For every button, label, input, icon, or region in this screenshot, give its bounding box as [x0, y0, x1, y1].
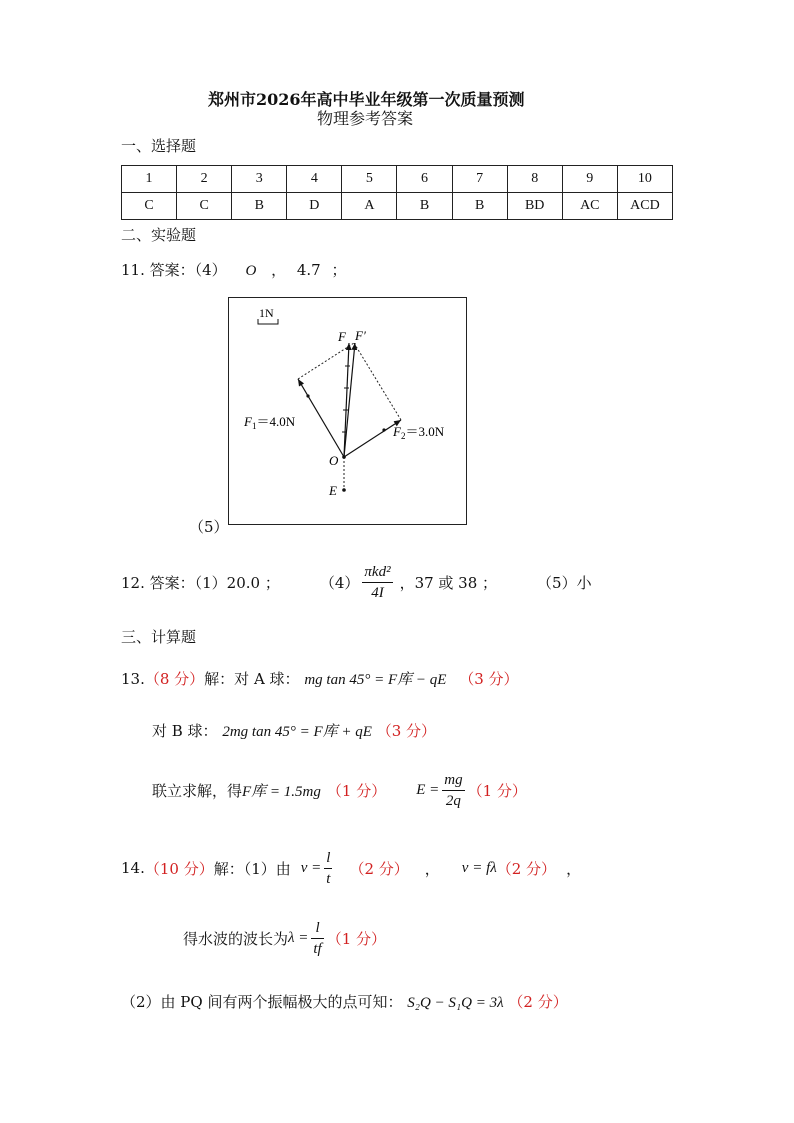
question-number-cell: 3 — [232, 166, 287, 193]
q14-line3-text: （2）由 PQ 间有两个振幅极大的点可知： — [121, 993, 403, 1011]
q14-line3 — [121, 991, 568, 1012]
q13-e-numerator: mg — [442, 770, 464, 791]
q12-part4: （4） — [319, 573, 360, 592]
answer-cell: BD — [507, 193, 562, 220]
q11-prefix: 11. 答案：（4） — [121, 261, 227, 279]
label-f2 — [392, 424, 445, 441]
q13-line2-score: （3 分） — [376, 722, 437, 740]
answer-cell: A — [342, 193, 397, 220]
q14-v-numerator: l — [324, 848, 332, 869]
answer-cell: ACD — [617, 193, 672, 220]
question-number-cell: 9 — [562, 166, 617, 193]
q13-line2-eq: 2mg tan 45° = F库 + qE — [222, 724, 372, 740]
parallelogram-side-top-right — [354, 343, 401, 420]
question-number-cell: 5 — [342, 166, 397, 193]
q13-score: （8 分） — [144, 670, 205, 688]
section2-heading: 二、实验题 — [121, 226, 197, 244]
label-f-prime: F′ — [355, 328, 366, 343]
question-number-cell: 10 — [617, 166, 672, 193]
q12-rest: ，37 或 38 ； — [399, 573, 498, 592]
answer-cell: C — [177, 193, 232, 220]
question-number-cell: 6 — [397, 166, 452, 193]
q14-v-fraction — [324, 848, 332, 889]
q14-v-eq2: v = fλ — [461, 859, 497, 876]
q11-answer-line — [121, 259, 347, 280]
q13-line2 — [152, 720, 436, 741]
answer-table — [121, 165, 673, 220]
q14-line2 — [183, 914, 386, 962]
q13-line3-text: 联立求解，得 — [152, 781, 243, 800]
q14-v-eq: v = — [300, 859, 322, 876]
q11-value: 4.7 — [296, 261, 321, 279]
q11-end: ； — [331, 261, 347, 279]
page-title: 郑州市2026年高中毕业年级第一次质量预测 — [208, 90, 525, 109]
q13-line3-score: （1 分） — [326, 781, 387, 800]
answer-table-answer-row — [122, 193, 673, 220]
label-f1-symbol: F — [244, 414, 252, 429]
answer-cell: C — [122, 193, 177, 220]
q13-e-eq: E = — [416, 781, 440, 798]
section1-heading: 一、选择题 — [121, 137, 197, 155]
answer-cell: B — [452, 193, 507, 220]
q13-line1 — [121, 668, 519, 689]
diagram-frame — [229, 298, 467, 525]
q13-line1-eq: mg tan 45° = F库 − qE — [304, 672, 447, 688]
label-f2-sub: 2 — [400, 431, 406, 441]
q14-line1 — [121, 844, 581, 892]
f-arrow — [344, 343, 349, 457]
q14-score: （10 分） — [144, 859, 214, 878]
answer-cell: B — [397, 193, 452, 220]
q14-line2-text: 得水波的波长为 — [183, 929, 289, 948]
q13-line2-text: 对 B 球： — [152, 722, 218, 740]
q13-e-fraction — [442, 770, 464, 811]
question-number-cell: 7 — [452, 166, 507, 193]
q14-line3-eq: S₂Q − S₁Q = 3λ — [407, 995, 504, 1011]
q14-score-a: （2 分） — [349, 859, 409, 878]
label-e: E — [329, 483, 337, 498]
q14-lambda-fraction — [311, 918, 323, 959]
q13-line3-eq: F库 = 1.5mg — [242, 783, 321, 800]
answer-cell: B — [232, 193, 287, 220]
q14-score-c: （1 分） — [326, 929, 387, 948]
q14-line1-text: 解：（1）由 — [213, 859, 291, 878]
f-prime-arrow — [344, 343, 355, 457]
q11-point: O — [245, 263, 257, 279]
answer-cell: AC — [562, 193, 617, 220]
q14-comma1: ， — [424, 859, 440, 878]
q14-score-b: （2 分） — [496, 859, 557, 878]
q12-part5: （5）小 — [537, 573, 592, 592]
answer-cell: D — [287, 193, 342, 220]
question-number-cell: 4 — [287, 166, 342, 193]
label-f1 — [243, 414, 296, 431]
q12-denominator: 4I — [371, 584, 384, 601]
answer-table-header-row — [122, 166, 673, 193]
q12-numerator: πkd² — [362, 562, 392, 583]
section3-heading: 三、计算题 — [121, 628, 197, 646]
q11-sep: ， — [271, 261, 287, 279]
page-subtitle: 物理参考答案 — [317, 109, 414, 128]
parallelogram-side-top-left — [298, 343, 354, 379]
q12-fraction — [362, 562, 392, 603]
question-number-cell: 8 — [507, 166, 562, 193]
q13-line3-score2: （1 分） — [467, 781, 527, 800]
label-f: F — [338, 329, 346, 344]
question-number-cell: 2 — [177, 166, 232, 193]
scale-label: 1N — [259, 306, 274, 320]
q14-number: 14. — [121, 859, 145, 877]
label-o: O — [329, 453, 339, 468]
label-f2-symbol: F — [393, 424, 401, 439]
q14-v-denominator: t — [326, 870, 331, 887]
q11-part5-label: （5） — [189, 518, 229, 536]
q14-lambda-denominator: tf — [313, 940, 322, 957]
q12-prefix: 12. 答案：（1）20.0 ； — [121, 573, 280, 592]
q13-line1-text: 解：对 A 球： — [204, 670, 300, 688]
q14-lambda-eq: λ = — [288, 929, 309, 946]
q13-line1-score: （3 分） — [459, 670, 519, 688]
f1-arrow — [298, 379, 344, 457]
label-f1-sub: 1 — [251, 421, 257, 431]
q13-line3 — [152, 766, 527, 814]
force-diagram — [228, 297, 468, 527]
q13-number: 13. — [121, 670, 145, 688]
question-number-cell: 1 — [122, 166, 177, 193]
label-f1-value: ＝4.0N — [256, 414, 296, 429]
q12-answer-line — [121, 560, 592, 604]
q14-lambda-numerator: l — [311, 918, 323, 939]
q14-comma2: ， — [566, 859, 582, 878]
q14-score-d: （2 分） — [508, 993, 568, 1011]
label-f2-value: ＝3.0N — [405, 424, 445, 439]
q13-e-denominator: 2q — [445, 792, 461, 809]
